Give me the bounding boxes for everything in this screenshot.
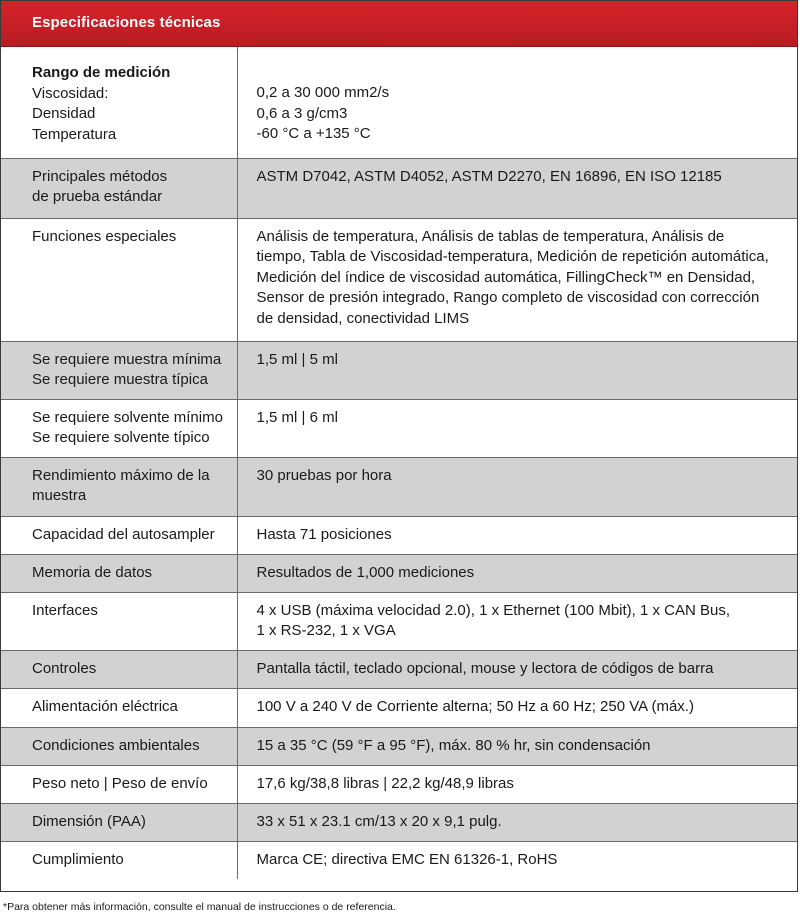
row-label-line: Alimentación eléctrica [32, 697, 178, 715]
row-label [1, 218, 237, 341]
row-value-line: Hasta 71 posiciones [256, 525, 392, 543]
viscosity-label: Viscosidad: [32, 84, 109, 102]
row-value [237, 765, 797, 803]
table-row [1, 554, 797, 592]
row-label-line: Principales métodos [32, 167, 168, 185]
row-value [237, 841, 797, 879]
row-label-line: Funciones especiales [32, 227, 177, 245]
row-label-line: Se requiere solvente mínimo [32, 408, 223, 426]
row-label [1, 841, 237, 879]
row-value [237, 158, 797, 218]
row-value-line: 30 pruebas por hora [256, 466, 392, 484]
row-label-line: Controles [32, 659, 97, 677]
viscosity-value: 0,2 a 30 000 mm2/s [256, 84, 390, 101]
row-label [1, 688, 237, 727]
table-row [1, 457, 797, 516]
row-label-line: Peso neto | Peso de envío [32, 774, 208, 792]
row-label [1, 727, 237, 765]
row-value-line: de densidad, conectividad LIMS [256, 309, 470, 327]
table-row [1, 688, 797, 727]
row-label-line: Se requiere muestra mínima [32, 350, 222, 368]
table-row [1, 765, 797, 803]
row-label-line: Memoria de datos [32, 563, 153, 581]
table-row [1, 650, 797, 688]
row-label [1, 554, 237, 592]
table-row [1, 516, 797, 554]
density-value: 0,6 a 3 g/cm3 [256, 104, 348, 122]
row-value [237, 650, 797, 688]
table-row [1, 399, 797, 457]
row-value [237, 727, 797, 765]
row-value-line: Marca CE; directiva EMC EN 61326-1, RoHS [256, 850, 558, 868]
temperature-value: -60 °C a +135 °C [256, 125, 371, 142]
row-label-line: Interfaces [32, 601, 98, 619]
table-row [1, 218, 797, 341]
row-value-line: ASTM D7042, ASTM D4052, ASTM D2270, EN 16896, EN ISO 12185 [256, 167, 722, 185]
row-label-line: Capacidad del autosampler [32, 525, 215, 543]
row-value [237, 47, 797, 158]
spec-table [1, 47, 797, 879]
row-label-line: Rendimiento máximo de la [32, 466, 210, 484]
row-label-line: Cumplimiento [32, 850, 124, 868]
table-row [1, 341, 797, 399]
row-value [237, 218, 797, 341]
row-label-line: Condiciones ambientales [32, 736, 200, 754]
table-row [1, 803, 797, 841]
row-value-line: 1 x RS-232, 1 x VGA [256, 622, 396, 639]
table-row [1, 158, 797, 218]
row-label [1, 650, 237, 688]
row-label [1, 765, 237, 803]
table-row [1, 592, 797, 650]
row-value [237, 803, 797, 841]
table-row-measurement-range [1, 47, 797, 158]
row-value-line: 100 V a 240 V de Corriente alterna; 50 Hz a 60 Hz; 250 VA (máx.) [256, 697, 694, 715]
spec-table-title: Especificaciones técnicas [1, 1, 797, 47]
row-value-line: 33 x 51 x 23.1 cm/13 x 20 x 9,1 pulg. [256, 812, 502, 830]
row-value [237, 688, 797, 727]
row-label [1, 47, 237, 158]
row-value [237, 457, 797, 516]
row-label-line: Dimensión (PAA) [32, 812, 146, 830]
row-label-line: Se requiere solvente típico [32, 429, 210, 446]
row-label [1, 803, 237, 841]
row-value [237, 516, 797, 554]
row-label-line: de prueba estándar [32, 188, 163, 205]
row-value [237, 592, 797, 650]
footnote: *Para obtener más información, consulte el manual de instrucciones o de referencia. [3, 901, 396, 913]
row-value-line: 15 a 35 °C (59 °F a 95 °F), máx. 80 % hr, sin condensación [256, 736, 651, 754]
table-row [1, 841, 797, 879]
table-row [1, 727, 797, 765]
row-value-line: 1,5 ml | 5 ml [256, 350, 338, 368]
row-label [1, 399, 237, 457]
row-label [1, 158, 237, 218]
row-value [237, 399, 797, 457]
row-value-line: Resultados de 1,000 mediciones [256, 563, 475, 581]
row-label [1, 457, 237, 516]
row-label [1, 341, 237, 399]
row-value [237, 341, 797, 399]
temperature-label: Temperatura [32, 125, 117, 143]
row-label [1, 516, 237, 554]
density-label: Densidad [32, 105, 96, 122]
row-label-line: Se requiere muestra típica [32, 371, 208, 388]
row-value-line: tiempo, Tabla de Viscosidad-temperatura, Medición de repetición automática, [256, 248, 769, 265]
row-label-line: muestra [32, 487, 87, 504]
row-value-line: Medición del índice de viscosidad automática, FillingCheck™ en Densidad, [256, 268, 756, 286]
row-value-line: 1,5 ml | 6 ml [256, 408, 338, 426]
row-value-line: 4 x USB (máxima velocidad 2.0), 1 x Ethernet (100 Mbit), 1 x CAN Bus, [256, 601, 731, 619]
measurement-range-heading: Rango de medición [32, 64, 171, 81]
row-value-line: Análisis de temperatura, Análisis de tablas de temperatura, Análisis de [256, 227, 725, 245]
row-value-line: Sensor de presión integrado, Rango completo de viscosidad con corrección [256, 289, 760, 306]
row-value [237, 554, 797, 592]
row-value-line: Pantalla táctil, teclado opcional, mouse y lectora de códigos de barra [256, 659, 714, 677]
row-label [1, 592, 237, 650]
row-value-line: 17,6 kg/38,8 libras | 22,2 kg/48,9 libras [256, 774, 514, 792]
